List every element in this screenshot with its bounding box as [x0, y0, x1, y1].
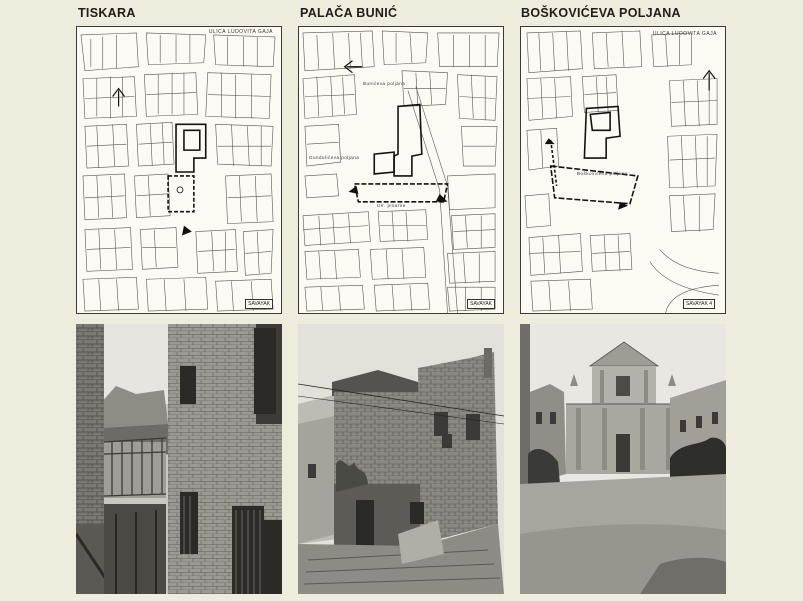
- street-photo: [76, 324, 282, 594]
- column-title-palaca-bunic: PALAČA BUNIĆ: [300, 6, 398, 20]
- street-map-drawing: [521, 27, 725, 313]
- church-photo: [520, 324, 726, 594]
- photo-tiskara-street: [76, 324, 282, 594]
- photo-palaca-bunic: [298, 324, 504, 594]
- map-tiskara: [76, 26, 282, 314]
- map-badge: SAVAYAK: [467, 299, 495, 309]
- column-title-tiskara: TISKARA: [78, 6, 136, 20]
- photo-boskoviceva-poljana: [520, 324, 726, 594]
- palace-photo: [298, 324, 504, 594]
- map-badge: SAVAYAK: [245, 299, 273, 309]
- place-label: Boškovićeva poljana: [577, 171, 628, 176]
- map-street-label: ULICA LUDOVITA GAJA: [208, 29, 273, 35]
- map-street-label: ULICA LUDOVITA GAJA: [652, 31, 717, 37]
- place-label: Gundulićeva poljana: [309, 155, 360, 160]
- map-boskoviceva-poljana: [520, 26, 726, 314]
- street-map-drawing: [299, 27, 503, 313]
- map-palaca-bunic: [298, 26, 504, 314]
- place-label: Bunićeva poljana: [363, 81, 406, 86]
- place-label: Ulr. pisarne: [377, 203, 406, 208]
- street-map-drawing: [77, 27, 281, 313]
- column-title-boskoviceva-poljana: BOŠKOVIĆEVA POLJANA: [521, 6, 681, 20]
- map-badge: SAVAYAK 4: [683, 299, 715, 309]
